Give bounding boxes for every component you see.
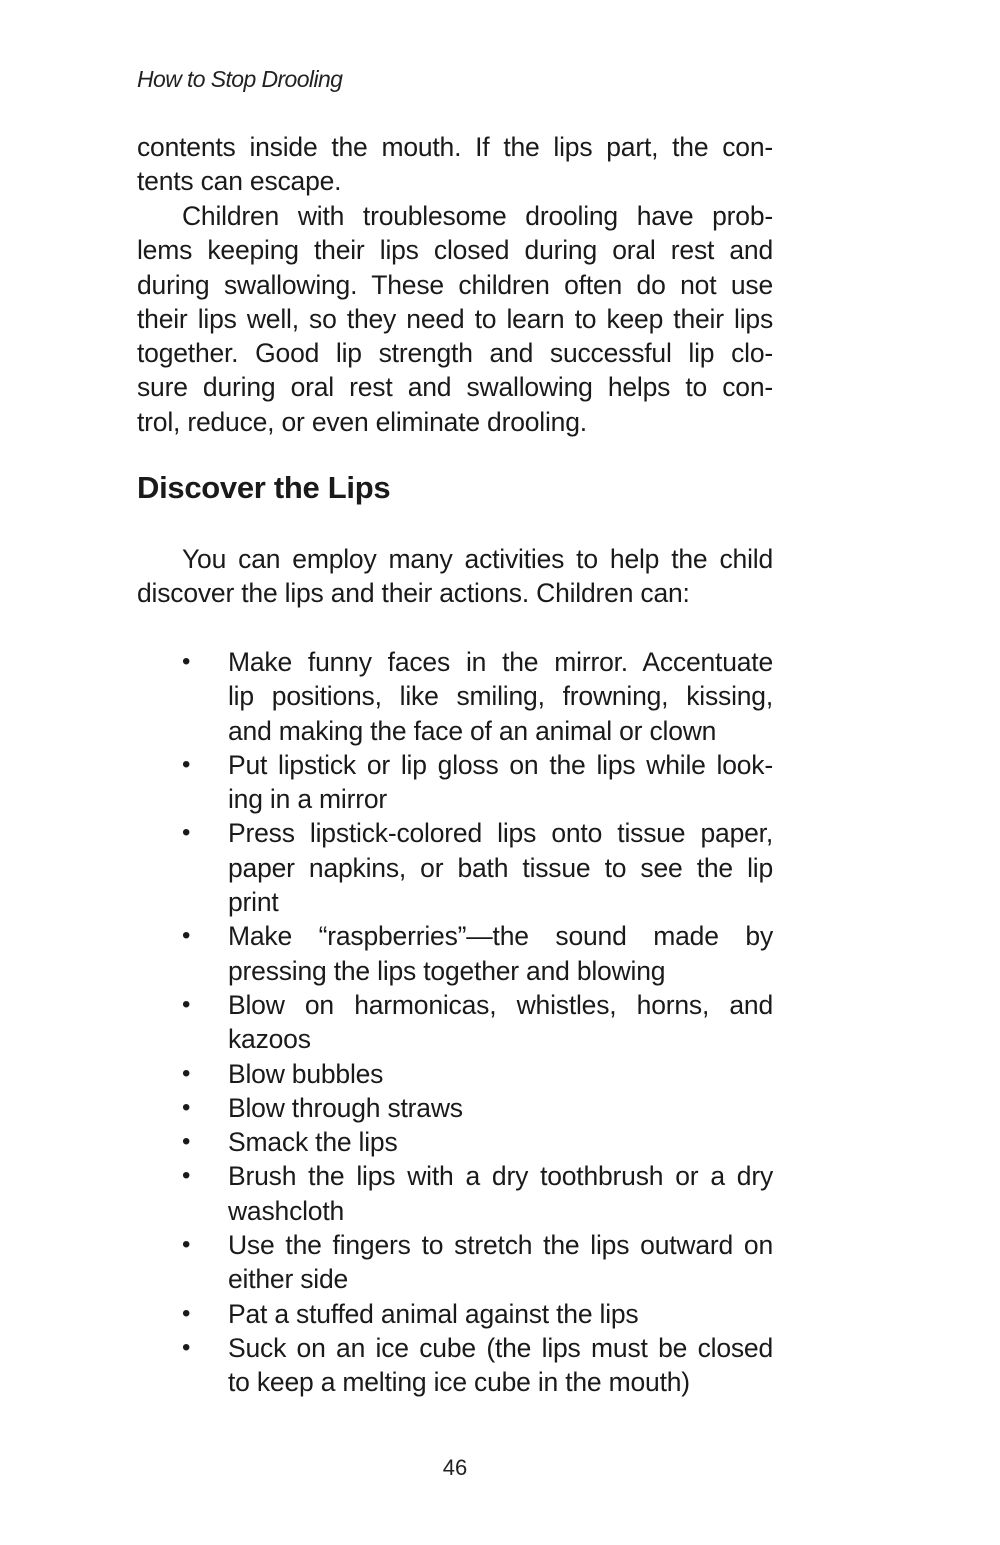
list-item-line: Suck on an ice cube (the lips must be closed	[228, 1332, 773, 1363]
bullet-icon: •	[182, 1162, 191, 1190]
bullet-icon: •	[182, 1333, 191, 1361]
bullet-icon: •	[182, 1299, 191, 1327]
text-line: trol, reduce, or even eliminate drooling.	[137, 406, 587, 437]
text-line: lems keeping their lips closed during oral rest and	[137, 235, 773, 266]
list-item	[137, 919, 773, 988]
running-head: How to Stop Drooling	[137, 66, 343, 92]
list-item	[137, 1091, 773, 1125]
list-item-line: ing in a mirror	[228, 784, 387, 815]
list-item-line: paper napkins, or bath tissue to see the lip	[228, 852, 773, 883]
text-line: during swallowing. These children often do not use	[137, 269, 773, 300]
list-item-line: Put lipstick or lip gloss on the lips while look-	[228, 749, 773, 780]
list-item-line: Blow on harmonicas, whistles, horns, and	[228, 989, 773, 1020]
list-item-line: print	[228, 887, 279, 918]
list-item	[137, 748, 773, 817]
bullet-icon: •	[182, 1128, 191, 1156]
text-line: tents can escape.	[137, 166, 342, 197]
list-item-line: Blow bubbles	[228, 1058, 384, 1089]
list-item-line: washcloth	[228, 1195, 345, 1226]
text-line: sure during oral rest and swallowing helps to con-	[137, 372, 773, 403]
list-item-line: kazoos	[228, 1024, 311, 1055]
text-line: discover the lips and their actions. Children can:	[137, 578, 690, 609]
section-heading: Discover the Lips	[137, 470, 391, 505]
text-line: Children with troublesome drooling have prob-	[182, 201, 773, 231]
list-item-line: Smack the lips	[228, 1127, 398, 1158]
bullet-icon: •	[182, 648, 191, 675]
bullet-icon: •	[182, 750, 191, 778]
bullet-icon: •	[182, 1093, 191, 1121]
page-number: 46	[442, 1455, 468, 1480]
list-item	[137, 1331, 773, 1400]
list-item-line: pressing the lips together and blowing	[228, 955, 666, 986]
paragraph-continuation	[137, 130, 773, 199]
bullet-icon: •	[182, 819, 191, 847]
bullet-icon: •	[182, 1059, 191, 1087]
list-item-line: Brush the lips with a dry toothbrush or a dry	[228, 1161, 773, 1192]
text-line: You can employ many activities to help the child	[182, 544, 773, 574]
text-line: contents inside the mouth. If the lips part, the con-	[137, 132, 773, 162]
bullet-icon: •	[182, 922, 191, 950]
activity-list	[137, 645, 773, 1400]
list-item-line: to keep a melting ice cube in the mouth)	[228, 1367, 690, 1398]
list-item-line: Pat a stuffed animal against the lips	[228, 1298, 639, 1329]
text-line: together. Good lip strength and successful lip clo-	[137, 338, 773, 369]
list-item	[137, 1297, 773, 1331]
list-item-line: Use the fingers to stretch the lips outward on	[228, 1230, 773, 1261]
list-item-line: Blow through straws	[228, 1092, 463, 1123]
list-item	[137, 645, 773, 748]
list-item	[137, 1125, 773, 1159]
list-item-line: Press lipstick-colored lips onto tissue paper,	[228, 818, 773, 849]
list-item	[137, 1057, 773, 1091]
paragraph-drooling-problems	[137, 199, 773, 439]
bullet-icon: •	[182, 1231, 191, 1259]
list-item-line: either side	[228, 1264, 349, 1295]
list-item	[137, 1228, 773, 1297]
list-item-line: Make funny faces in the mirror. Accentuate	[228, 647, 773, 677]
list-item-line: and making the face of an animal or clown	[228, 715, 717, 746]
list-item	[137, 816, 773, 919]
list-item-line: Make “raspberries”—the sound made by	[228, 921, 773, 952]
bullet-icon: •	[182, 990, 191, 1018]
list-item	[137, 1159, 773, 1228]
text-line: their lips well, so they need to learn to keep their lips	[137, 303, 773, 334]
paragraph-intro	[137, 542, 773, 611]
list-item	[137, 988, 773, 1057]
list-item-line: lip positions, like smiling, frowning, kissing,	[228, 681, 773, 712]
